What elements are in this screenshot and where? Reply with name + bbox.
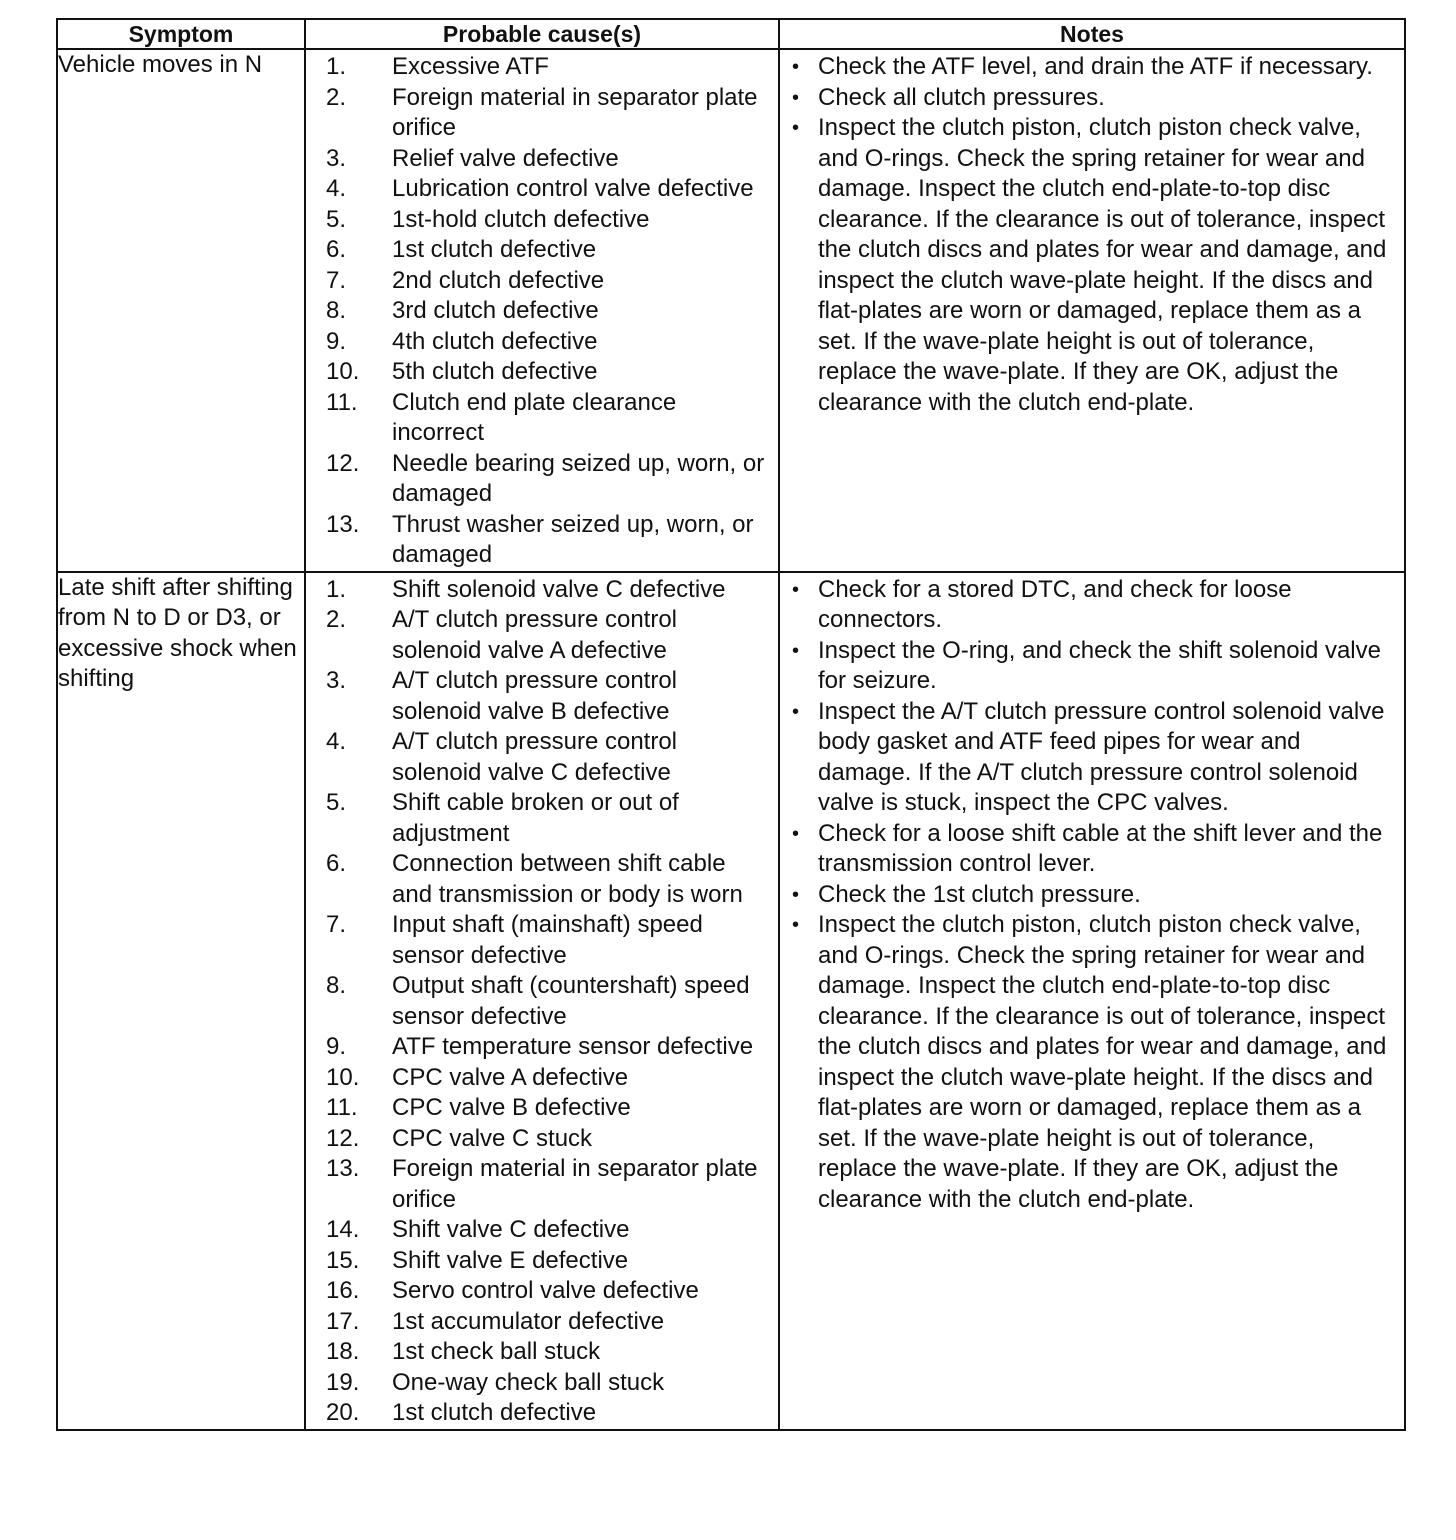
note-text: Inspect the A/T clutch pressure control solenoid valve body gasket and ATF feed pipes for wear and damage. If the A/T clutch pressure control solenoid valve is stuck, inspect the CPC valves. <box>818 697 1385 816</box>
cause-number: 5. <box>326 789 347 816</box>
cause-text: A/T clutch pressure control solenoid valve A defective <box>392 606 678 664</box>
cause-text: Lubrication control valve defective <box>392 175 754 202</box>
cause-text: Excessive ATF <box>392 53 549 80</box>
cause-item <box>306 388 772 449</box>
causes-list <box>306 573 778 1429</box>
cause-text: A/T clutch pressure control solenoid valve B defective <box>392 667 678 725</box>
cause-number: 19. <box>326 1368 360 1396</box>
note-item <box>792 113 1398 418</box>
cause-text: 1st clutch defective <box>392 236 597 263</box>
cause-number: 12. <box>326 449 360 477</box>
bullet-icon: • <box>792 117 800 139</box>
cause-number: 9. <box>326 1033 347 1060</box>
cause-item <box>306 510 772 571</box>
note-item <box>792 880 1398 911</box>
cause-text: Foreign material in separator plate orifice <box>392 83 758 141</box>
cause-text: Output shaft (countershaft) speed sensor defective <box>392 972 750 1030</box>
note-item <box>792 697 1398 819</box>
cause-item <box>306 266 772 297</box>
cause-text: Shift cable broken or out of adjustment <box>392 789 679 847</box>
note-text: Inspect the O-ring, and check the shift solenoid valve for seizure. <box>818 636 1381 694</box>
note-text: Check for a stored DTC, and check for loose connectors. <box>818 575 1292 633</box>
cause-text: Shift solenoid valve C defective <box>392 575 726 603</box>
cause-number: 6. <box>326 850 347 877</box>
cause-item <box>306 971 772 1032</box>
cause-text: Servo control valve defective <box>392 1277 699 1304</box>
note-item <box>792 83 1398 114</box>
notes-list <box>780 573 1404 1216</box>
cause-text: 1st accumulator defective <box>392 1307 665 1335</box>
table-body <box>57 49 1405 1430</box>
cause-number: 2. <box>326 606 347 633</box>
cause-item <box>306 1368 772 1399</box>
cause-item <box>306 1215 772 1246</box>
cause-item <box>306 1093 772 1124</box>
cause-number: 20. <box>326 1399 360 1426</box>
cause-number: 18. <box>326 1338 360 1365</box>
cause-text: Connection between shift cable and transmission or body is worn <box>392 850 743 908</box>
cause-number: 15. <box>326 1246 360 1274</box>
table-header-row <box>57 19 1405 49</box>
cause-number: 3. <box>326 144 347 172</box>
cause-number: 2. <box>326 83 347 111</box>
note-text: Inspect the clutch piston, clutch piston check valve, and O-rings. Check the spring retainer for wear and damage. Inspect the clutch end-plate-to-top disc clearance. If the clearance is out of tolerance, inspect the clutch discs and plates for wear and damage, and inspect the clutch wave-plate height. If the discs and flat-plates are worn or damaged, replace them as a set. If the wave-plate height is out of tolerance, replace the wave-plate. If they are OK, adjust the clearance with the clutch end-plate. <box>818 114 1387 416</box>
cause-item <box>306 1276 772 1307</box>
cause-item <box>306 1124 772 1155</box>
cause-text: 3rd clutch defective <box>392 297 599 324</box>
cause-item <box>306 449 772 510</box>
cause-text: ATF temperature sensor defective <box>392 1033 754 1060</box>
table-row <box>57 49 1405 572</box>
note-text: Check all clutch pressures. <box>818 83 1105 111</box>
causes-cell <box>305 49 779 572</box>
cause-item <box>306 1398 772 1429</box>
cause-item <box>306 1032 772 1063</box>
cause-text: Needle bearing seized up, worn, or damaged <box>392 449 765 507</box>
cause-item <box>306 1063 772 1094</box>
cause-item <box>306 52 772 83</box>
cause-item <box>306 1337 772 1368</box>
cause-item <box>306 83 772 144</box>
note-item <box>792 910 1398 1215</box>
note-text: Check for a loose shift cable at the shift lever and the transmission control lever. <box>818 819 1383 877</box>
cause-text: A/T clutch pressure control solenoid valve C defective <box>392 728 678 786</box>
cause-item <box>306 910 772 971</box>
cause-number: 7. <box>326 266 347 294</box>
cause-item <box>306 1154 772 1215</box>
cause-number: 17. <box>326 1307 360 1335</box>
causes-list <box>306 50 778 571</box>
cause-number: 7. <box>326 911 347 938</box>
causes-cell <box>305 572 779 1430</box>
cause-item <box>306 1246 772 1277</box>
cause-number: 1. <box>326 53 347 80</box>
cause-number: 5. <box>326 205 347 233</box>
cause-text: Clutch end plate clearance incorrect <box>392 388 677 446</box>
cause-text: Shift valve C defective <box>392 1216 630 1243</box>
cause-text: Relief valve defective <box>392 144 619 172</box>
cause-text: One-way check ball stuck <box>392 1368 665 1396</box>
note-item <box>792 636 1398 697</box>
header-notes: Notes <box>779 19 1405 49</box>
cause-text: 2nd clutch defective <box>392 266 605 294</box>
notes-cell <box>779 572 1405 1430</box>
symptom-cell: Vehicle moves in N <box>57 49 305 572</box>
cause-text: 1st clutch defective <box>392 1399 597 1426</box>
cause-item <box>306 327 772 358</box>
cause-number: 13. <box>326 510 360 538</box>
cause-number: 13. <box>326 1155 360 1182</box>
bullet-icon: • <box>792 700 800 723</box>
cause-item <box>306 144 772 175</box>
cause-item <box>306 235 772 266</box>
troubleshooting-table <box>56 18 1406 1431</box>
cause-number: 9. <box>326 327 347 355</box>
note-item <box>792 575 1398 636</box>
table-row <box>57 572 1405 1430</box>
cause-number: 14. <box>326 1216 360 1243</box>
cause-text: 1st-hold clutch defective <box>392 205 650 233</box>
symptom-cell: Late shift after shifting from N to D or D3, or excessive shock when shifting <box>57 572 305 1430</box>
cause-item <box>306 174 772 205</box>
cause-item <box>306 788 772 849</box>
cause-item <box>306 1307 772 1338</box>
troubleshooting-document <box>56 18 1404 1431</box>
bullet-icon: • <box>792 883 800 906</box>
cause-number: 3. <box>326 667 347 694</box>
cause-item <box>306 849 772 910</box>
header-symptom: Symptom <box>57 19 305 49</box>
cause-item <box>306 727 772 788</box>
cause-item <box>306 605 772 666</box>
cause-text: CPC valve A defective <box>392 1063 629 1091</box>
cause-number: 10. <box>326 1063 360 1091</box>
cause-text: Input shaft (mainshaft) speed sensor defective <box>392 911 703 969</box>
note-text: Check the ATF level, and drain the ATF if necessary. <box>818 53 1373 80</box>
cause-number: 6. <box>326 236 347 263</box>
bullet-icon: • <box>792 639 800 662</box>
cause-text: CPC valve B defective <box>392 1094 631 1121</box>
cause-number: 8. <box>326 297 347 324</box>
notes-list <box>780 50 1404 418</box>
note-text: Check the 1st clutch pressure. <box>818 880 1141 908</box>
bullet-icon: • <box>792 56 800 78</box>
cause-item <box>306 666 772 727</box>
cause-item <box>306 575 772 606</box>
cause-number: 4. <box>326 728 347 755</box>
cause-number: 8. <box>326 972 347 999</box>
cause-number: 16. <box>326 1277 360 1304</box>
cause-text: Thrust washer seized up, worn, or damaged <box>392 510 754 568</box>
bullet-icon: • <box>792 822 800 845</box>
header-probable-causes: Probable cause(s) <box>305 19 779 49</box>
cause-text: 1st check ball stuck <box>392 1338 601 1365</box>
bullet-icon: • <box>792 86 800 109</box>
cause-text: 4th clutch defective <box>392 327 598 355</box>
bullet-icon: • <box>792 914 800 936</box>
note-text: Inspect the clutch piston, clutch piston check valve, and O-rings. Check the spring retainer for wear and damage. Inspect the clutch end-plate-to-top disc clearance. If the clearance is out of tolerance, inspect the clutch discs and plates for wear and damage, and inspect the clutch wave-plate height. If the discs and flat-plates are worn or damaged, replace them as a set. If the wave-plate height is out of tolerance, replace the wave-plate. If they are OK, adjust the clearance with the clutch end-plate. <box>818 911 1387 1213</box>
cause-number: 4. <box>326 175 347 202</box>
cause-number: 11. <box>326 388 358 416</box>
cause-number: 10. <box>326 358 360 385</box>
cause-number: 12. <box>326 1124 360 1152</box>
note-item <box>792 819 1398 880</box>
cause-text: 5th clutch defective <box>392 358 598 385</box>
note-item <box>792 52 1398 83</box>
notes-cell <box>779 49 1405 572</box>
cause-number: 1. <box>326 575 347 603</box>
bullet-icon: • <box>792 578 800 601</box>
cause-item <box>306 296 772 327</box>
cause-text: Shift valve E defective <box>392 1246 629 1274</box>
cause-text: Foreign material in separator plate orifice <box>392 1155 758 1213</box>
cause-item <box>306 205 772 236</box>
cause-number: 11. <box>326 1094 358 1121</box>
cause-item <box>306 357 772 388</box>
cause-text: CPC valve C stuck <box>392 1124 593 1152</box>
